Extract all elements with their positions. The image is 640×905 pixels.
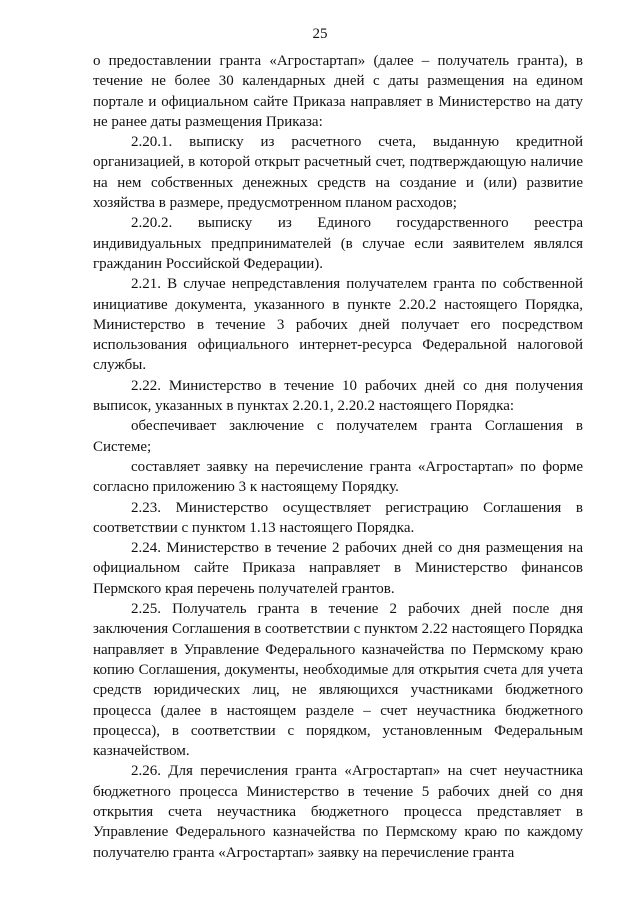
paragraph-2-25: 2.25. Получатель гранта в течение 2 рабочих дней после дня заключения Соглашения в соответствии с пунктом 2.22 настоящего Порядка направляет в Управление Федерального казначейства по Пермскому краю копию Соглашения, документы, необходимые для открытия счета для учета средств юридических лиц, не являющихся участниками бюджетного процесса (далее в настоящем разделе – счет неучастника бюджетного процесса), в соответствии с порядком, установленным Федеральным казначейством.	[93, 601, 583, 760]
paragraph-2-23: 2.23. Министерство осуществляет регистрацию Соглашения в соответствии с пунктом 1.13 настоящего Порядка.	[93, 499, 583, 536]
paragraph-2-21: 2.21. В случае непредставления получателем гранта по собственной инициативе документа, указанного в пункте 2.20.2 настоящего Порядка, Министерство в течение 3 рабочих дней получает его посредством использования официального интернет-ресурса Федеральной налоговой службы.	[93, 276, 583, 374]
paragraph-2-20-2: 2.20.2. выписку из Единого государственного реестра индивидуальных предпринимателей (в случае если заявителем являлся гражданин Российской Федерации).	[93, 215, 583, 272]
paragraph-2-22-item-1: обеспечивает заключение с получателем гранта Соглашения в Системе;	[93, 418, 583, 455]
page-number: 25	[312, 26, 328, 42]
paragraph-2-20-1: 2.20.1. выписку из расчетного счета, выданную кредитной организацией, в которой открыт расчетный счет, подтверждающую наличие на нем собственных денежных средств на создание и (или) развитие хозяйства в размере, предусмотренном планом расходов;	[93, 134, 583, 212]
paragraph-2-22-item-2: составляет заявку на перечисление гранта «Агростартап» по форме согласно приложению 3 к настоящему Порядку.	[93, 458, 583, 496]
paragraph-intro-continuation: о предоставлении гранта «Агростартап» (далее – получатель гранта), в течение не более 30 календарных дней с даты размещения на едином портале и официальном сайте Приказа направляет в Министерство на дату не ранее даты размещения Приказа:	[93, 53, 583, 130]
paragraph-2-24: 2.24. Министерство в течение 2 рабочих дней со дня размещения на официальном сайте Приказа направляет в Министерство финансов Пермского края перечень получателей грантов.	[93, 540, 583, 597]
paragraph-2-22: 2.22. Министерство в течение 10 рабочих дней со дня получения выписок, указанных в пунктах 2.20.1, 2.20.2 настоящего Порядка:	[93, 377, 583, 415]
document-body	[93, 51, 583, 863]
paragraph-2-26: 2.26. Для перечисления гранта «Агростартап» на счет неучастника бюджетного процесса Министерство в течение 5 рабочих дней со дня открытия счета неучастника бюджетного процесса представляет в Управление Федерального казначейства по Пермскому краю по каждому получателю гранта «Агростартап» заявку на перечисление гранта	[93, 763, 583, 861]
